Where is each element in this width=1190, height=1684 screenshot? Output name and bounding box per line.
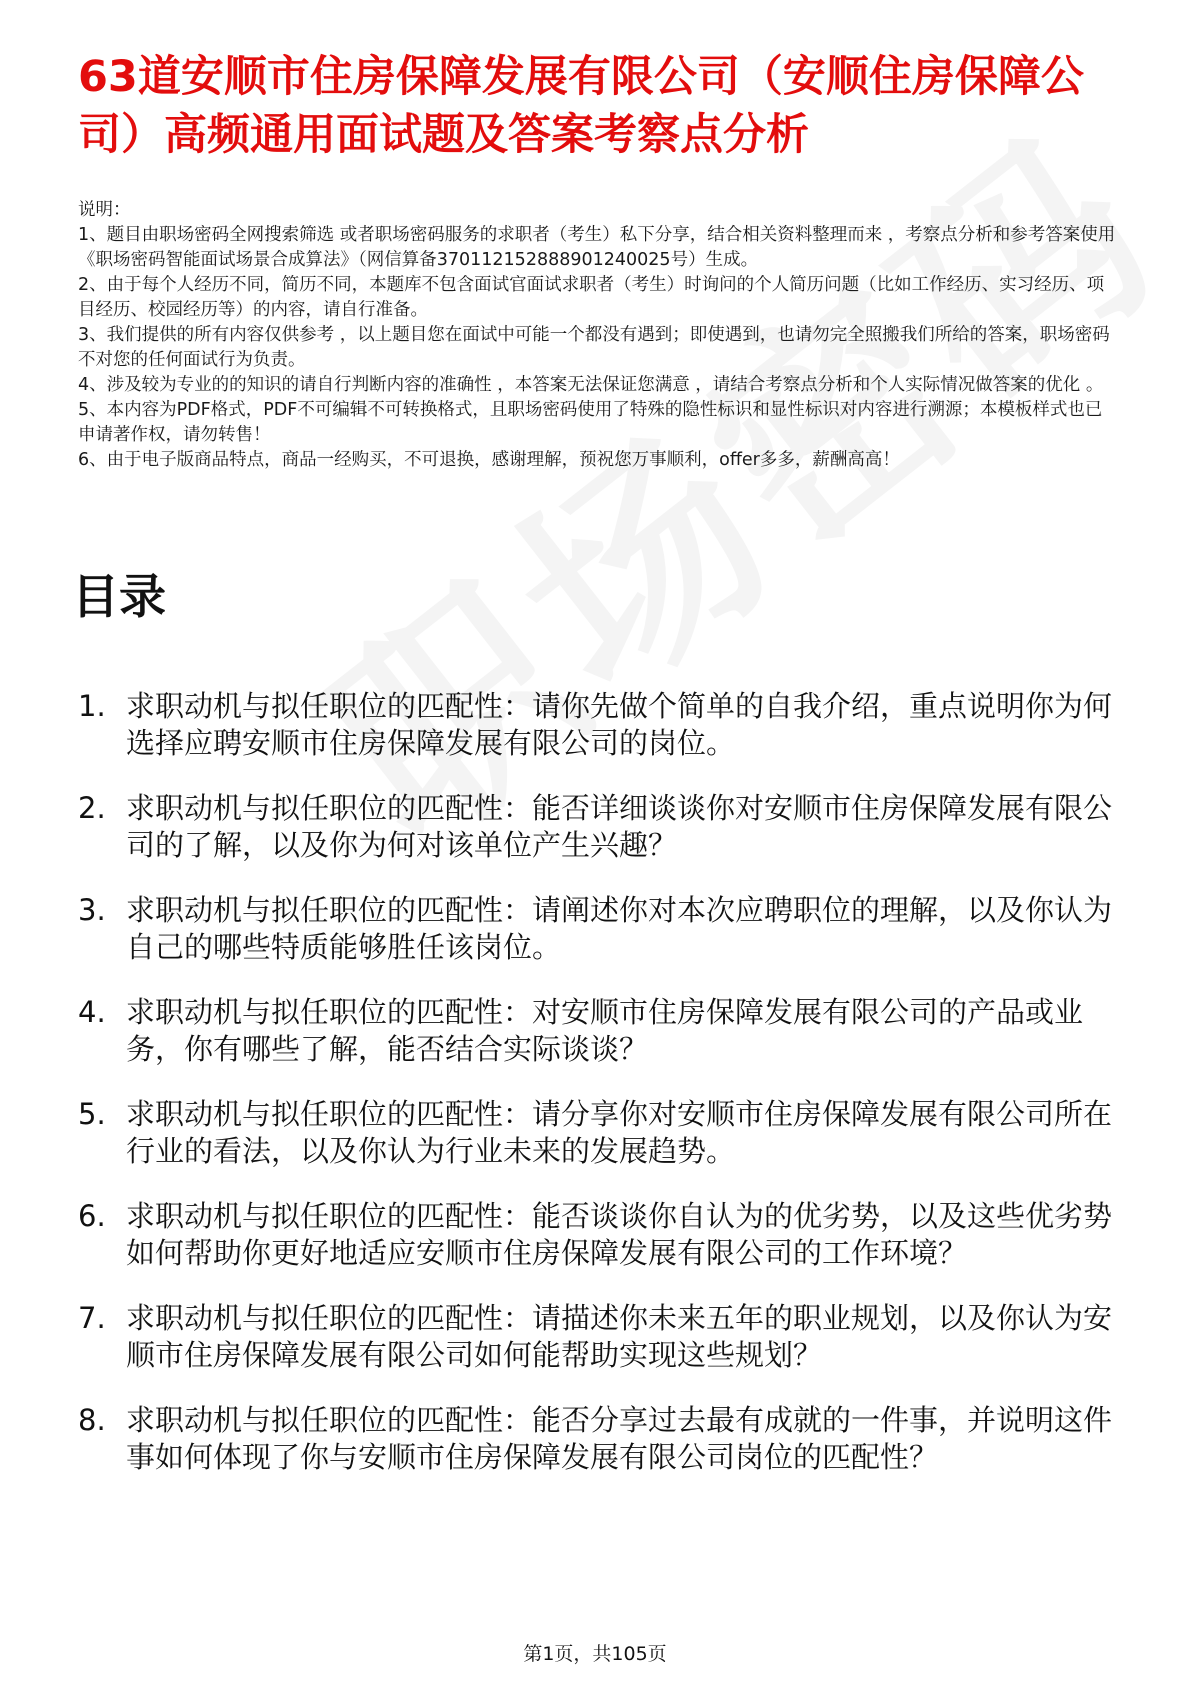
toc-item-number: 1. bbox=[78, 689, 106, 723]
toc-item-text[interactable]: 求职动机与拟任职位的匹配性：能否谈谈你自认为的优劣势，以及这些优劣势如何帮助你更好地适应安顺市住房保障发展有限公司的工作环境？ bbox=[126, 1199, 1113, 1270]
toc-item-number: 5. bbox=[78, 1097, 106, 1131]
toc-item[interactable] bbox=[78, 1198, 1118, 1272]
toc-list bbox=[78, 688, 1118, 1504]
note-item: 6、由于电子版商品特点，商品一经购买，不可退换，感谢理解，预祝您万事顺利，offer多多，薪酬高高！ bbox=[78, 450, 900, 470]
notes-heading: 说明： bbox=[78, 200, 131, 220]
page-footer: 第1页，共105页 bbox=[523, 1643, 667, 1665]
toc-item-text[interactable]: 求职动机与拟任职位的匹配性：能否分享过去最有成就的一件事，并说明这件事如何体现了你与安顺市住房保障发展有限公司岗位的匹配性？ bbox=[126, 1403, 1113, 1474]
toc-item-number: 6. bbox=[78, 1199, 106, 1233]
toc-item-text[interactable]: 求职动机与拟任职位的匹配性：请你先做个简单的自我介绍，重点说明你为何选择应聘安顺市住房保障发展有限公司的岗位。 bbox=[126, 689, 1113, 760]
toc-item[interactable] bbox=[78, 1402, 1118, 1476]
toc-item-text[interactable]: 求职动机与拟任职位的匹配性：请分享你对安顺市住房保障发展有限公司所在行业的看法，以及你认为行业未来的发展趋势。 bbox=[126, 1097, 1113, 1168]
toc-item-number: 7. bbox=[78, 1301, 106, 1335]
toc-item[interactable] bbox=[78, 1300, 1118, 1374]
note-item: 5、本内容为PDF格式，PDF不可编辑不可转换格式，且职场密码使用了特殊的隐性标识和显性标识对内容进行溯源；本模板样式也已申请著作权，请勿转售！ bbox=[78, 400, 1103, 445]
toc-item[interactable] bbox=[78, 994, 1118, 1068]
document-title: 63道安顺市住房保障发展有限公司（安顺住房保障公司）高频通用面试题及答案考察点分析 bbox=[78, 52, 1084, 160]
toc-item-number: 4. bbox=[78, 995, 106, 1029]
toc-item[interactable] bbox=[78, 892, 1118, 966]
toc-item-number: 8. bbox=[78, 1403, 106, 1437]
toc-item-text[interactable]: 求职动机与拟任职位的匹配性：能否详细谈谈你对安顺市住房保障发展有限公司的了解，以及你为何对该单位产生兴趣？ bbox=[126, 791, 1113, 862]
toc-heading: 目录 bbox=[72, 570, 166, 625]
note-item: 3、我们提供的所有内容仅供参考 ，以上题目您在面试中可能一个都没有遇到；即使遇到，也请勿完全照搬我们所给的答案，职场密码不对您的任何面试行为负责。 bbox=[78, 325, 1110, 370]
toc-item-number: 2. bbox=[78, 791, 106, 825]
toc-item[interactable] bbox=[78, 688, 1118, 762]
toc-item-text[interactable]: 求职动机与拟任职位的匹配性：对安顺市住房保障发展有限公司的产品或业务，你有哪些了解，能否结合实际谈谈？ bbox=[126, 995, 1084, 1066]
toc-item-text[interactable]: 求职动机与拟任职位的匹配性：请阐述你对本次应聘职位的理解，以及你认为自己的哪些特质能够胜任该岗位。 bbox=[126, 893, 1113, 964]
note-item: 2、由于每个人经历不同，简历不同，本题库不包含面试官面试求职者（考生）时询问的个人简历问题（比如工作经历、实习经历、项目经历、校园经历等）的内容，请自行准备。 bbox=[78, 275, 1105, 320]
toc-item[interactable] bbox=[78, 1096, 1118, 1170]
toc-item[interactable] bbox=[78, 790, 1118, 864]
toc-item-number: 3. bbox=[78, 893, 106, 927]
notes-section bbox=[78, 198, 1118, 473]
toc-item-text[interactable]: 求职动机与拟任职位的匹配性：请描述你未来五年的职业规划，以及你认为安顺市住房保障发展有限公司如何能帮助实现这些规划？ bbox=[126, 1301, 1113, 1372]
note-item: 1、题目由职场密码全网搜索筛选 或者职场密码服务的求职者（考生）私下分享，结合相关资料整理而来 ，考察点分析和参考答案使用《职场密码智能面试场景合成算法》（网信算备370112152888901240025号）生成。 bbox=[78, 225, 1116, 270]
note-item: 4、涉及较为专业的的知识的请自行判断内容的准确性 ，本答案无法保证您满意 ，请结合考察点分析和个人实际情况做答案的优化 。 bbox=[78, 375, 1104, 395]
